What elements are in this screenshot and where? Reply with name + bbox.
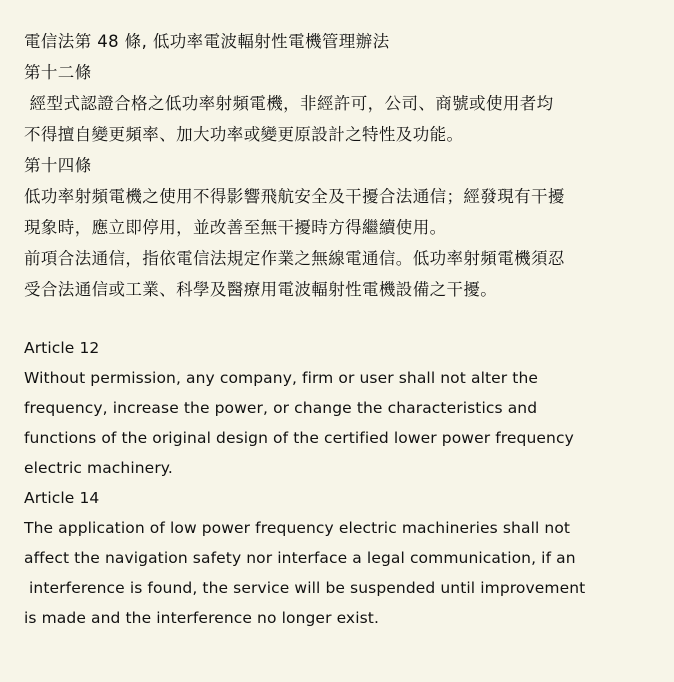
chinese-article-12-body-line-2: 不得擅自變更頻率、加大功率或變更原設計之特性及功能。 — [24, 125, 464, 144]
chinese-title-line: 電信法第 48 條, 低功率電波輻射性電機管理辦法 — [24, 32, 390, 51]
chinese-article-12-heading: 第十二條 — [24, 63, 92, 82]
english-article-14-body-line-3: interference is found, the service will be suspended until improvement — [24, 579, 586, 597]
chinese-article-12-body-line-1: 經型式認證合格之低功率射頻電機，非經許可，公司、商號或使用者均 — [24, 94, 554, 113]
english-article-14-body-line-1: The application of low power frequency electric machineries shall not — [24, 519, 571, 537]
english-article-14-heading: Article 14 — [24, 489, 100, 507]
chinese-article-14-heading: 第十四條 — [24, 156, 92, 175]
english-article-14-body-line-2: affect the navigation safety nor interface a legal communication, if an — [24, 549, 576, 567]
chinese-article-14-body-line-1: 低功率射頻電機之使用不得影響飛航安全及干擾合法通信；經發現有干擾 — [24, 187, 565, 206]
chinese-regulation-section — [24, 26, 650, 305]
english-regulation-section — [24, 333, 650, 633]
chinese-article-14-body-line-2: 現象時，應立即停用，並改善至無干擾時方得繼續使用。 — [24, 218, 447, 237]
chinese-article-14-body-line-4: 受合法通信或工業、科學及醫療用電波輻射性電機設備之干擾。 — [24, 280, 498, 299]
english-article-12-body-line-1: Without permission, any company, firm or user shall not alter the — [24, 369, 539, 387]
english-article-12-heading: Article 12 — [24, 339, 100, 357]
english-article-12-body-line-4: electric machinery. — [24, 459, 173, 477]
english-article-12-body-line-3: functions of the original design of the certified lower power frequency — [24, 429, 574, 447]
chinese-article-14-body-line-3: 前項合法通信，指依電信法規定作業之無線電通信。低功率射頻電機須忍 — [24, 249, 565, 268]
english-article-12-body-line-2: frequency, increase the power, or change the characteristics and — [24, 399, 538, 417]
english-article-14-body-line-4: is made and the interference no longer exist. — [24, 609, 379, 627]
